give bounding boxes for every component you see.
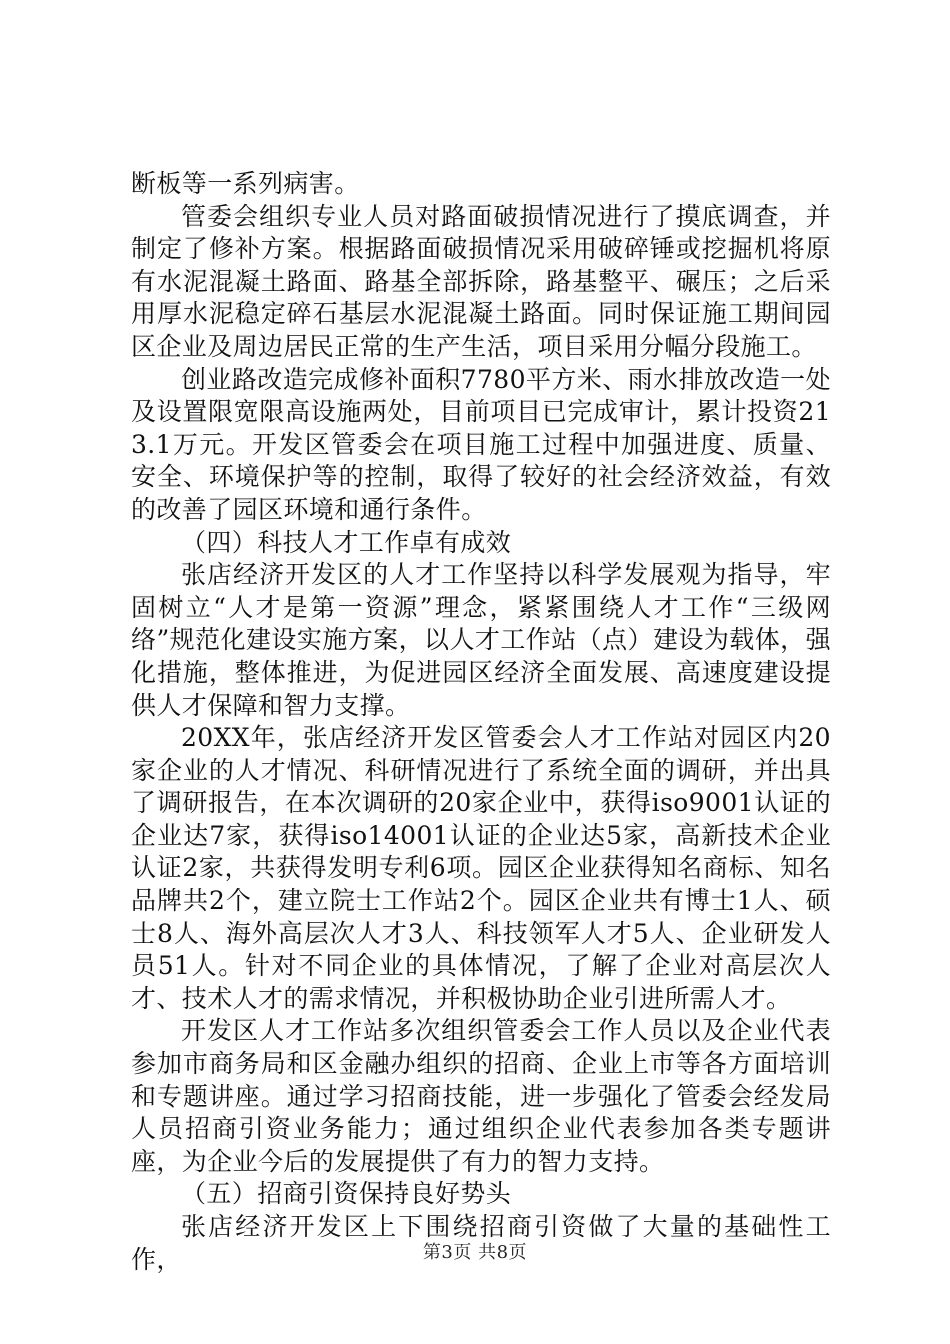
paragraph-road-survey: 管委会组织专业人员对路面破损情况进行了摸底调查，并制定了修补方案。根据路面破损情况采用破碎锤或挖掘机将原有水泥混凝土路面、路基全部拆除，路基整平、碾压；之后采用厚水泥稳定碎石基层水泥混凝土路面。同时保证施工期间园区企业及周边居民正常的生产生活，项目采用分幅分段施工。 bbox=[131, 201, 831, 361]
paragraph-continuation: 断板等一系列病害。 bbox=[131, 169, 360, 198]
paragraph-talent-policy: 张店经济开发区的人才工作坚持以科学发展观为指导，牢固树立“人才是第一资源”理念，紧紧围绕人才工作“三级网络”规范化建设实施方案，以人才工作站（点）建设为载体，强化措施，整体推进，为促进园区经济全面发展、高速度建设提供人才保障和智力支撑。 bbox=[131, 560, 831, 720]
paragraph-training: 开发区人才工作站多次组织管委会工作人员以及企业代表参加市商务局和区金融办组织的招商、企业上市等各方面培训和专题讲座。通过学习招商技能，进一步强化了管委会经发局人员招商引资业务能力；通过组织企业代表参加各类专题讲座，为企业今后的发展提供了有力的智力支持。 bbox=[131, 1016, 831, 1176]
paragraph-talent-survey: 20XX年，张店经济开发区管委会人才工作站对园区内20家企业的人才情况、科研情况进行了系统全面的调研，并出具了调研报告，在本次调研的20家企业中，获得iso9001认证的企业达7家，获得iso14001认证的企业达5家，高新技术企业认证2家，共获得发明专利6项。园区企业获得知名商标、知名品牌共2个，建立院士工作站2个。园区企业共有博士1人、硕士8人、海外高层次人才3人、科技领军人才5人、企业研发人员51人。针对不同企业的具体情况，了解了企业对高层次人才、技术人才的需求情况，并积极协助企业引进所需人才。 bbox=[131, 723, 831, 1013]
paragraph-investment: 张店经济开发区上下围绕招商引资做了大量的基础性工作， bbox=[131, 1212, 831, 1274]
page-footer: 第3页 共8页 bbox=[422, 1242, 528, 1263]
section-heading-talent: （四）科技人才工作卓有成效 bbox=[181, 527, 512, 557]
section-heading-investment: （五）招商引资保持良好势头 bbox=[181, 1179, 512, 1209]
paragraph-road-renovation: 创业路改造完成修补面积7780平方米、雨水排放改造一处及设置限宽限高设施两处，目前项目已完成审计，累计投资213.1万元。开发区管委会在项目施工过程中加强进度、质量、安全、环境保护等的控制，取得了较好的社会经济效益，有效的改善了园区环境和通行条件。 bbox=[131, 364, 831, 524]
document-body bbox=[131, 168, 831, 1276]
